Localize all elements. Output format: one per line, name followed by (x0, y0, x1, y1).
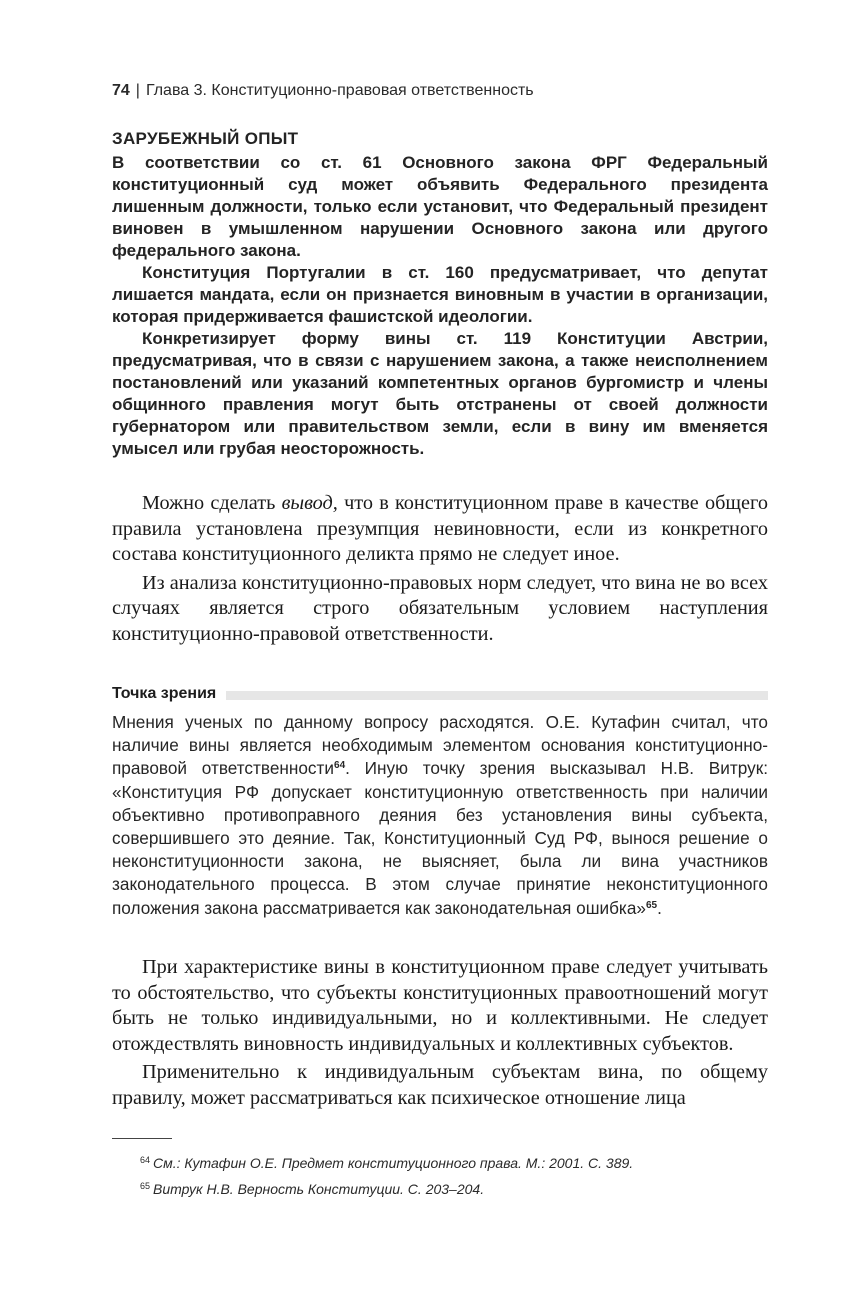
conclusion-text-start: Можно сделать (142, 492, 282, 514)
footnote-65 (140, 1176, 768, 1202)
footnote-text: См.: Кутафин О.Е. Предмет конституционного права. М.: 2001. С. 389. (153, 1155, 634, 1171)
chapter-title: Глава 3. Конституционно-правовая ответственность (145, 82, 534, 99)
viewpoint-header (112, 683, 768, 705)
viewpoint-text-part2: . Иную точку зрения высказывал Н.В. Витрук: «Конституция РФ допускает конституционную ответственность при наличии объективно противоправного деяния без установления вины субъекта, совершившего это деяние. Так, Конституционный Суд РФ, вынося решение о неконституционности закона, не выясняет, была ли вина участников законодательного процесса. В этом случае принятие неконституционного положения закона рассматривается как законодательная ошибка» (112, 758, 768, 918)
characteristic-paragraph: При характеристике вины в конституционном праве следует учитывать то обстоятельство, что субъекты конституционных правоотношений могут быть не только индивидуальными, но и коллективными. Не следует отождествлять виновность индивидуальных и коллективных субъектов. (112, 956, 768, 1055)
foreign-experience-box (112, 128, 768, 460)
viewpoint-rule (226, 691, 768, 700)
page-number: 74 (112, 82, 130, 99)
footnotes (140, 1150, 768, 1202)
footnote-text: Витрук Н.В. Верность Конституции. С. 203–204. (153, 1181, 485, 1197)
analysis-paragraph: Из анализа конституционно-правовых норм следует, что вина не во всех случаях является строго обязательным условием наступления конституционно-правовой ответственности. (112, 571, 768, 645)
foreign-paragraph-austria: Конкретизирует форму вины ст. 119 Конституции Австрии, предусматривая, что в связи с нарушением закона, а также неисполнением постановлений или указаний компетентных органов бургомистр и члены общинного правления могут быть отстранены от своей должности губернатором или правительством земли, если в вину им вменяется умысел или грубая неосторожность. (112, 329, 768, 458)
foreign-paragraph-portugal: Конституция Португалии в ст. 160 предусматривает, что депутат лишается мандата, если он признается виновным в участии в организации, которая придерживается фашистской идеологии. (112, 263, 768, 326)
footnote-number: 64 (140, 1155, 151, 1165)
foreign-experience-heading: ЗАРУБЕЖНЫЙ ОПЫТ (112, 129, 299, 148)
individual-subjects-paragraph: Применительно к индивидуальным субъектам вина, по общему правилу, может рассматриваться как психическое отношение лица (112, 1061, 768, 1109)
viewpoint-box (112, 711, 768, 920)
header-separator: | (135, 82, 140, 99)
footnote-ref-65[interactable]: 65 (645, 899, 658, 911)
conclusion-emphasis: вывод, (281, 492, 338, 514)
footnote-divider (112, 1138, 172, 1139)
running-head (112, 80, 772, 102)
conclusion-text-end: что в конституционном праве в качестве общего правила установлена презумпция невиновности, если из конкретного состава конституционного деликта прямо не следует иное. (112, 492, 768, 565)
viewpoint-paragraph (112, 711, 768, 920)
viewpoint-text-part1: Мнения ученых по данному вопросу расходятся. О.Е. Кутафин считал, что наличие вины является необходимым элементом основания конституционно-правовой ответственности (112, 712, 768, 779)
footnote-ref-64[interactable]: 64 (334, 760, 346, 772)
footnote-number: 65 (140, 1181, 151, 1191)
conclusion-section (112, 491, 768, 647)
viewpoint-title: Точка зрения (112, 685, 217, 702)
conclusion-paragraph (112, 491, 768, 568)
foreign-paragraph-germany: В соответствии со ст. 61 Основного закона ФРГ Федеральный конституционный суд может объявить Федерального президента лишенным должности, только если установит, что Федеральный президент виновен в умышленном нарушении Основного закона или другого федерального закона. (112, 153, 768, 260)
viewpoint-text-part3: . (657, 897, 662, 918)
footnote-64 (140, 1150, 768, 1176)
characteristic-section (112, 955, 768, 1111)
